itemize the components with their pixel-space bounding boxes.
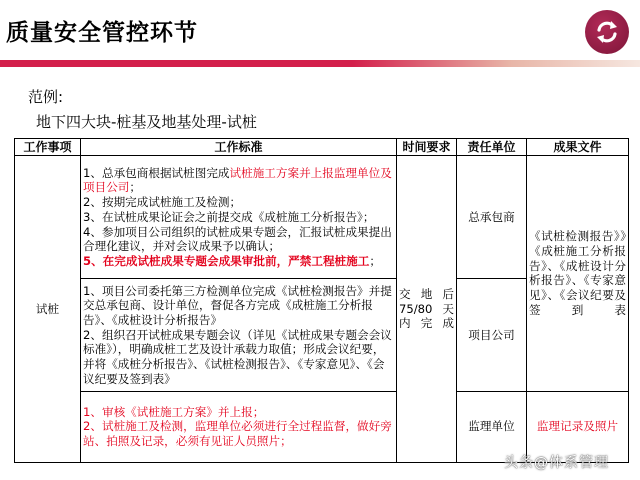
- standard-line: 4、参加项目公司组织的试桩成果专题会，汇报试桩成果提出合理化建议，并对会议成果予以确认；: [83, 224, 392, 254]
- text-run-highlight: 试桩施工方案并上报监理单位及项目公司: [83, 165, 392, 195]
- page-title: 质量安全管控环节: [6, 20, 198, 46]
- section-subtitle: 地下四大块-桩基及地基处理-试桩: [36, 113, 257, 131]
- output-supervision-cell: 监理记录及照片: [527, 391, 629, 462]
- title-divider-bar: [0, 60, 640, 67]
- unit-project-company-cell: 项目公司: [457, 279, 527, 391]
- header-time-requirement: 时间要求: [397, 139, 457, 156]
- standard-line: 3、在试桩成果论证会之前提交成《成桩施工分析报告》；: [83, 209, 375, 224]
- text-run: 1、总承包商根据试桩图完成: [83, 165, 230, 180]
- text-run-highlight: 5、在完成试桩成果专题会成果审批前，严禁工程桩施工: [83, 253, 370, 268]
- header-work-standard: 工作标准: [81, 139, 397, 156]
- refresh-logo-icon: [585, 10, 629, 54]
- text-run: ；: [369, 253, 381, 268]
- output-files-cell: 《试桩检测报告》》《成桩施工分析报告》、《成桩设计分析报告》、《专家意见》、《会议纪要及签到表: [527, 156, 629, 392]
- work-item-cell: 试桩: [15, 156, 81, 463]
- header-work-item: 工作事项: [15, 139, 81, 156]
- standard-line: [83, 254, 394, 269]
- standard-line: 2、按期完成试桩施工及检测；: [83, 195, 242, 210]
- header-output-files: 成果文件: [527, 139, 629, 156]
- header-responsible-unit: 责任单位: [457, 139, 527, 156]
- standard-supervision-cell: [81, 391, 397, 462]
- text-run: ；: [129, 180, 141, 195]
- example-label: 范例:: [28, 88, 64, 106]
- refresh-arrows-icon: [592, 17, 622, 47]
- table-header-row: [15, 139, 629, 156]
- standard-line: 1、审核《试桩施工方案》并上报；: [83, 404, 265, 419]
- quality-control-table: [14, 138, 629, 463]
- unit-supervision-cell: 监理单位: [457, 391, 527, 462]
- standard-line: [83, 166, 394, 195]
- unit-contractor-cell: 总承包商: [457, 156, 527, 279]
- time-requirement-cell: 交地后75/80天内完成: [397, 156, 457, 463]
- watermark-text: 头条@体系管理: [504, 455, 609, 471]
- standard-contractor-cell: [81, 156, 397, 279]
- standard-project-company-cell: [81, 279, 397, 391]
- standard-line: 2、试桩施工及检测，监理单位必须进行全过程监督，做好旁站、拍照及记录，必须有见证人员照片；: [83, 419, 392, 449]
- standard-line: 1、项目公司委托第三方检测单位完成《试桩检测报告》并提交总承包商、设计单位，督促各方完成《成桩施工分析报告》、《成桩设计分析报告》: [83, 283, 392, 327]
- standard-line: 2、组织召开试桩成果专题会议（详见《试桩成果专题会会议标准》），明确成桩工艺及设计承载力取值；形成会议纪要，并将《成桩分析报告》、《试桩检测报告》、《专家意见》、《会议纪要及签到表》: [83, 327, 392, 386]
- table-row: [15, 156, 629, 279]
